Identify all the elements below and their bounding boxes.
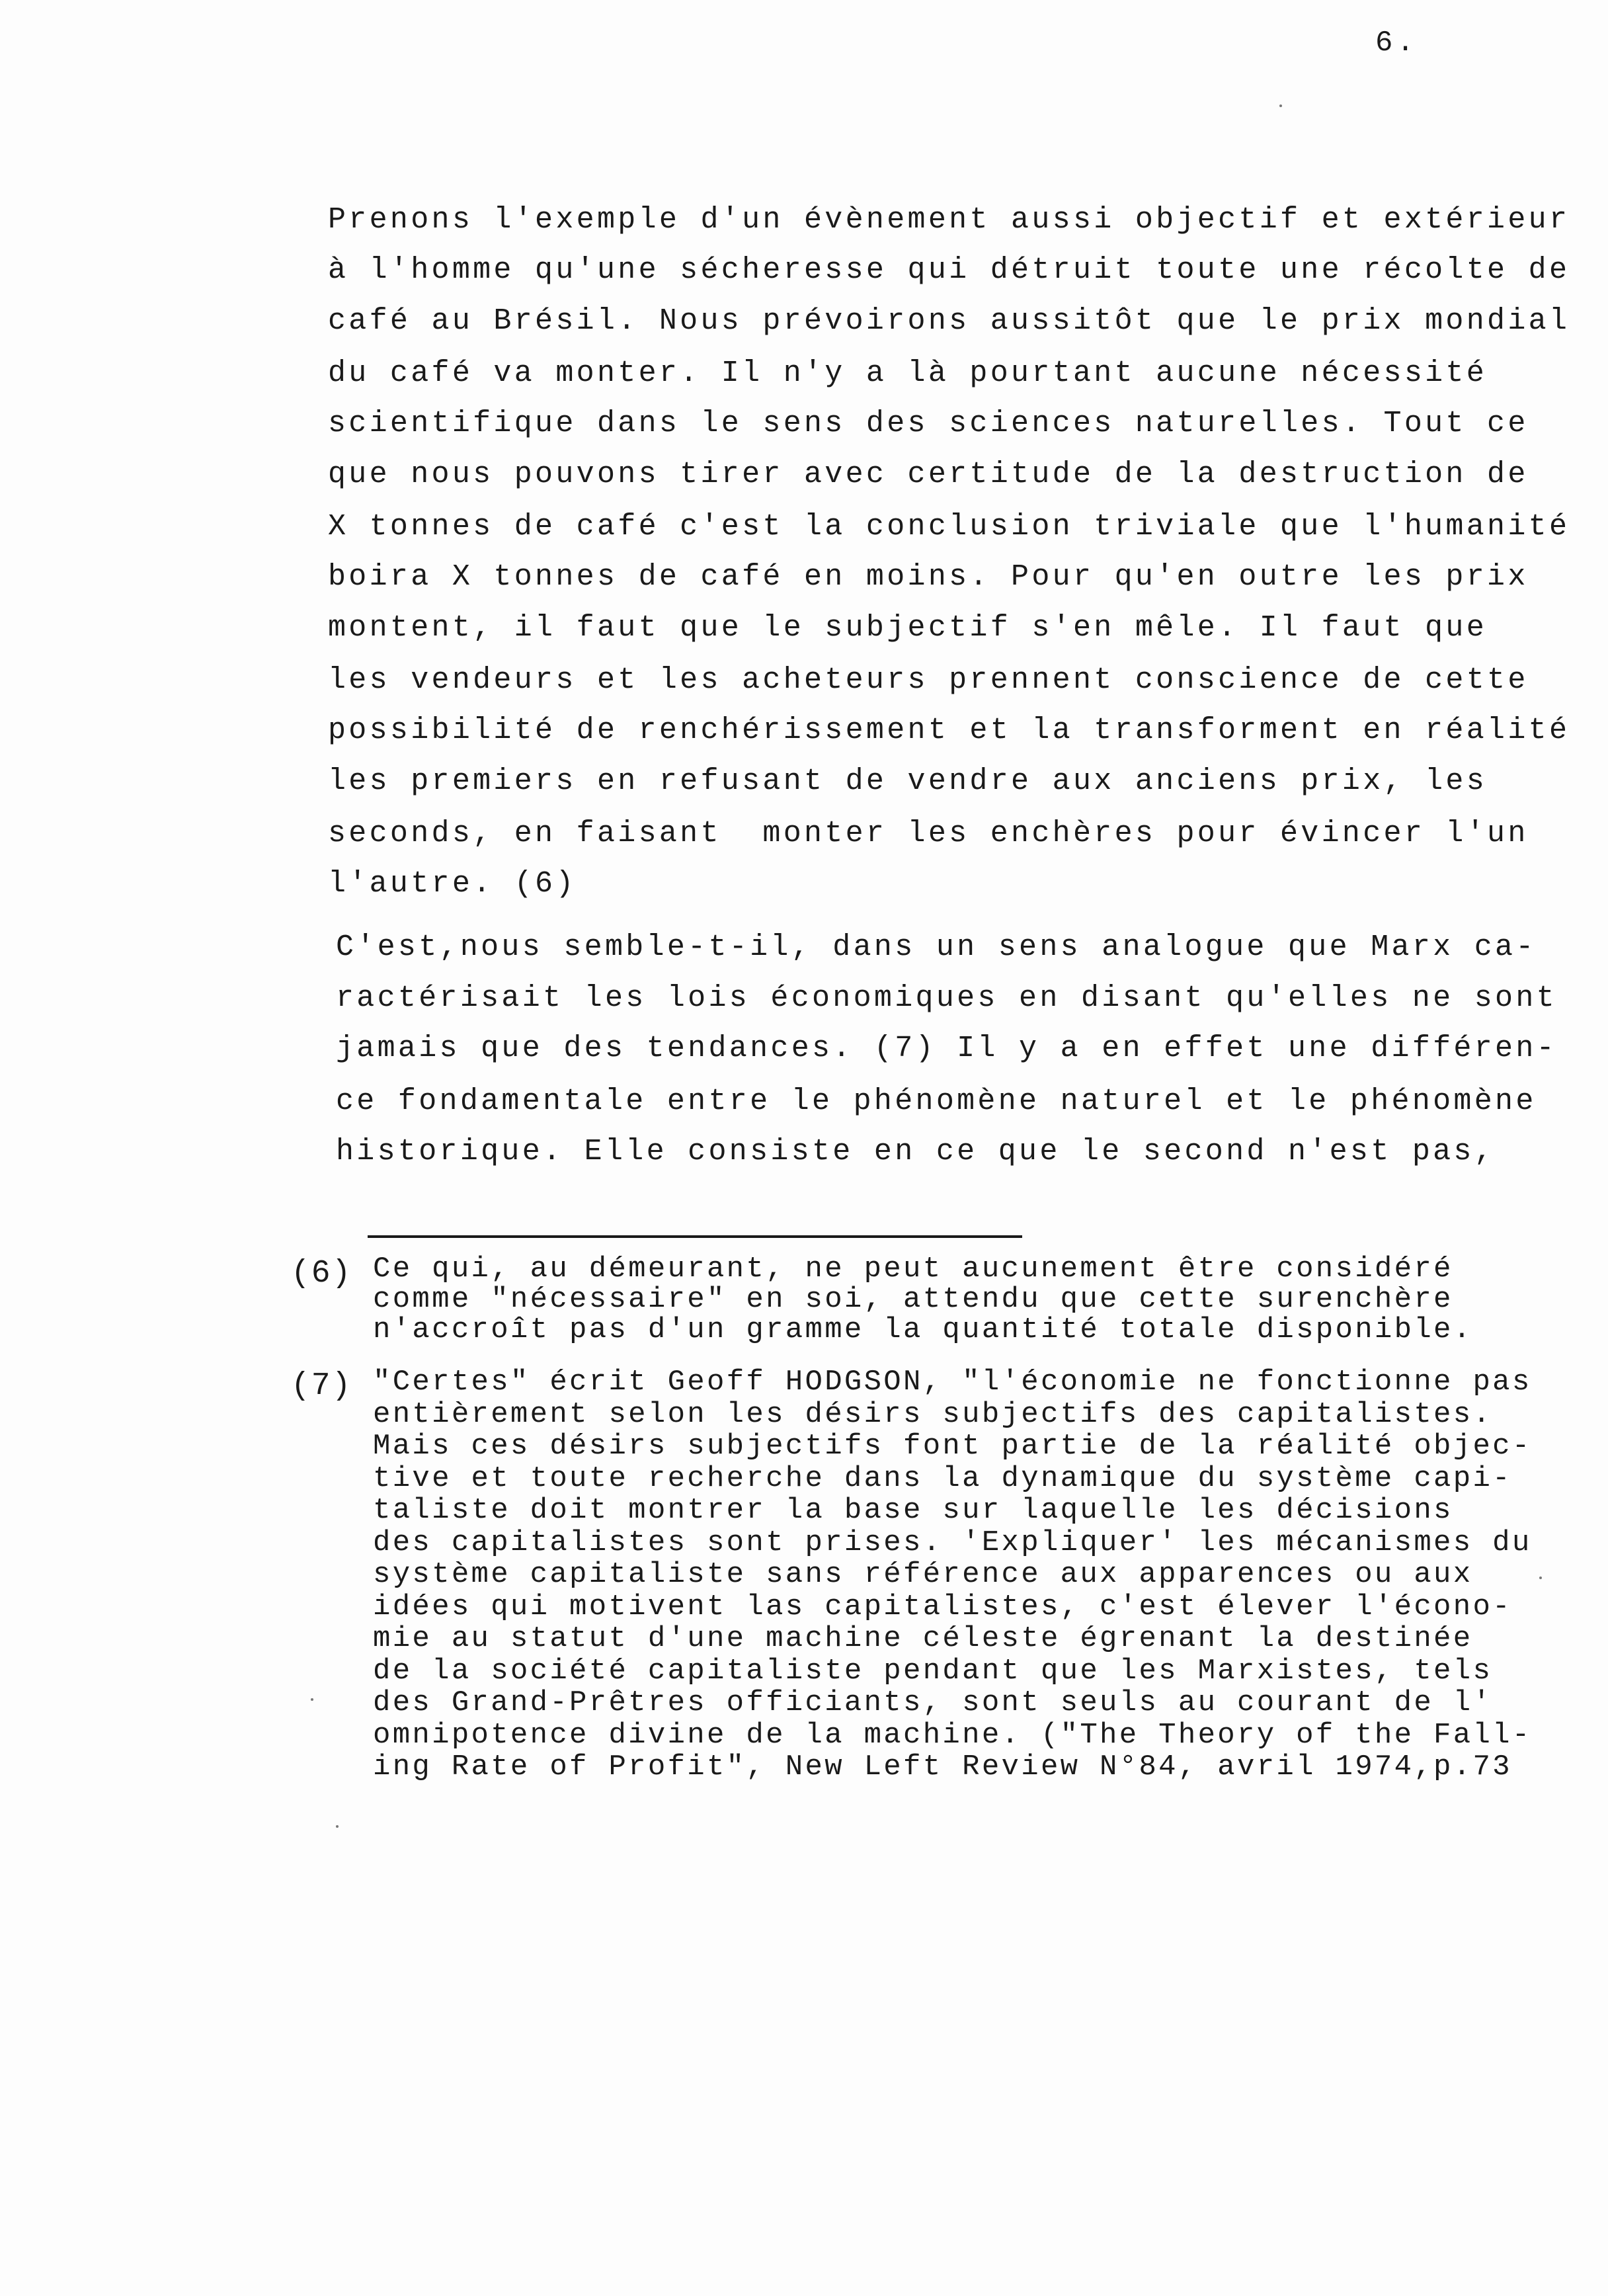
body-line: historique. Elle consiste en ce que le second n'est pas, — [336, 1135, 1496, 1169]
body-line: à l'homme qu'une sécheresse qui détruit toute une récolte de — [328, 253, 1570, 288]
body-line: Prenons l'exemple d'un évènement aussi objectif et extérieur — [328, 203, 1570, 237]
footnote-line: des Grand-Prêtres officiants, sont seuls au courant de l' — [373, 1686, 1493, 1719]
footnote-line: entièrement selon les désirs subjectifs des capitalistes. — [373, 1397, 1493, 1431]
body-line: les vendeurs et les acheteurs prennent conscience de cette — [328, 663, 1529, 697]
footnote-separator — [368, 1235, 1022, 1238]
footnote-line: Mais ces désirs subjectifs font partie de la réalité objec- — [373, 1430, 1532, 1463]
footnote-line: n'accroît pas d'un gramme la quantité totale disponible. — [373, 1313, 1473, 1346]
body-line: montent, il faut que le subjectif s'en mêle. Il faut que — [328, 610, 1488, 645]
footnote-line: mie au statut d'une machine céleste égrenant la destinée — [373, 1622, 1473, 1655]
paper-speck — [1539, 1577, 1542, 1579]
footnote-marker: (6) — [291, 1256, 352, 1292]
body-line: jamais que des tendances. (7) Il y a en effet une différen- — [336, 1032, 1557, 1066]
footnote-line: système capitaliste sans référence aux apparences ou aux — [373, 1558, 1473, 1591]
body-line: seconds, en faisant monter les enchères pour évincer l'un — [328, 816, 1529, 850]
footnote-line: "Certes" écrit Geoff HODGSON, "l'économie ne fonctionne pas — [373, 1366, 1532, 1399]
footnote-line: tive et toute recherche dans la dynamique du système capi- — [373, 1461, 1512, 1495]
footnote-line: omnipotence divine de la machine. ("The Theory of the Fall- — [373, 1718, 1532, 1752]
body-line: possibilité de renchérissement et la transforment en réalité — [328, 714, 1570, 748]
paper-speck — [1279, 104, 1282, 107]
body-line: les premiers en refusant de vendre aux anciens prix, les — [328, 764, 1488, 798]
footnote-marker: (7) — [291, 1368, 352, 1404]
paper-speck — [336, 1825, 339, 1828]
body-line: X tonnes de café c'est la conclusion triviale que l'humanité — [328, 509, 1570, 544]
footnote-line: ing Rate of Profit", New Left Review N°84, avril 1974,p.73 — [373, 1750, 1512, 1784]
footnote-line: des capitalistes sont prises. 'Expliquer' les mécanismes du — [373, 1526, 1532, 1559]
body-line: scientifique dans le sens des sciences naturelles. Tout ce — [328, 407, 1529, 441]
body-line: C'est,nous semble-t-il, dans un sens analogue que Marx ca- — [336, 930, 1537, 964]
paper-speck — [311, 1698, 313, 1701]
body-line: ractérisait les lois économiques en disant qu'elles ne sont — [336, 981, 1557, 1015]
footnote-line: taliste doit montrer la base sur laquelle les décisions — [373, 1494, 1453, 1527]
body-line: boira X tonnes de café en moins. Pour qu'en outre les prix — [328, 560, 1529, 594]
footnote-line: comme "nécessaire" en soi, attendu que cette surenchère — [373, 1283, 1453, 1316]
footnote-line: idées qui motivent las capitalistes, c'est élever l'écono- — [373, 1590, 1512, 1623]
footnote-line: de la société capitaliste pendant que les Marxistes, tels — [373, 1654, 1493, 1688]
page-number: 6. — [1375, 26, 1418, 60]
body-line: ce fondamentale entre le phénomène naturel et le phénomène — [336, 1084, 1537, 1118]
body-line: du café va monter. Il n'y a là pourtant aucune nécessité — [328, 356, 1488, 390]
body-line: café au Brésil. Nous prévoirons aussitôt que le prix mondial — [328, 304, 1570, 338]
body-line: l'autre. (6) — [328, 867, 577, 901]
body-line: que nous pouvons tirer avec certitude de la destruction de — [328, 457, 1529, 491]
footnote-line: Ce qui, au démeurant, ne peut aucunement être considéré — [373, 1252, 1453, 1286]
